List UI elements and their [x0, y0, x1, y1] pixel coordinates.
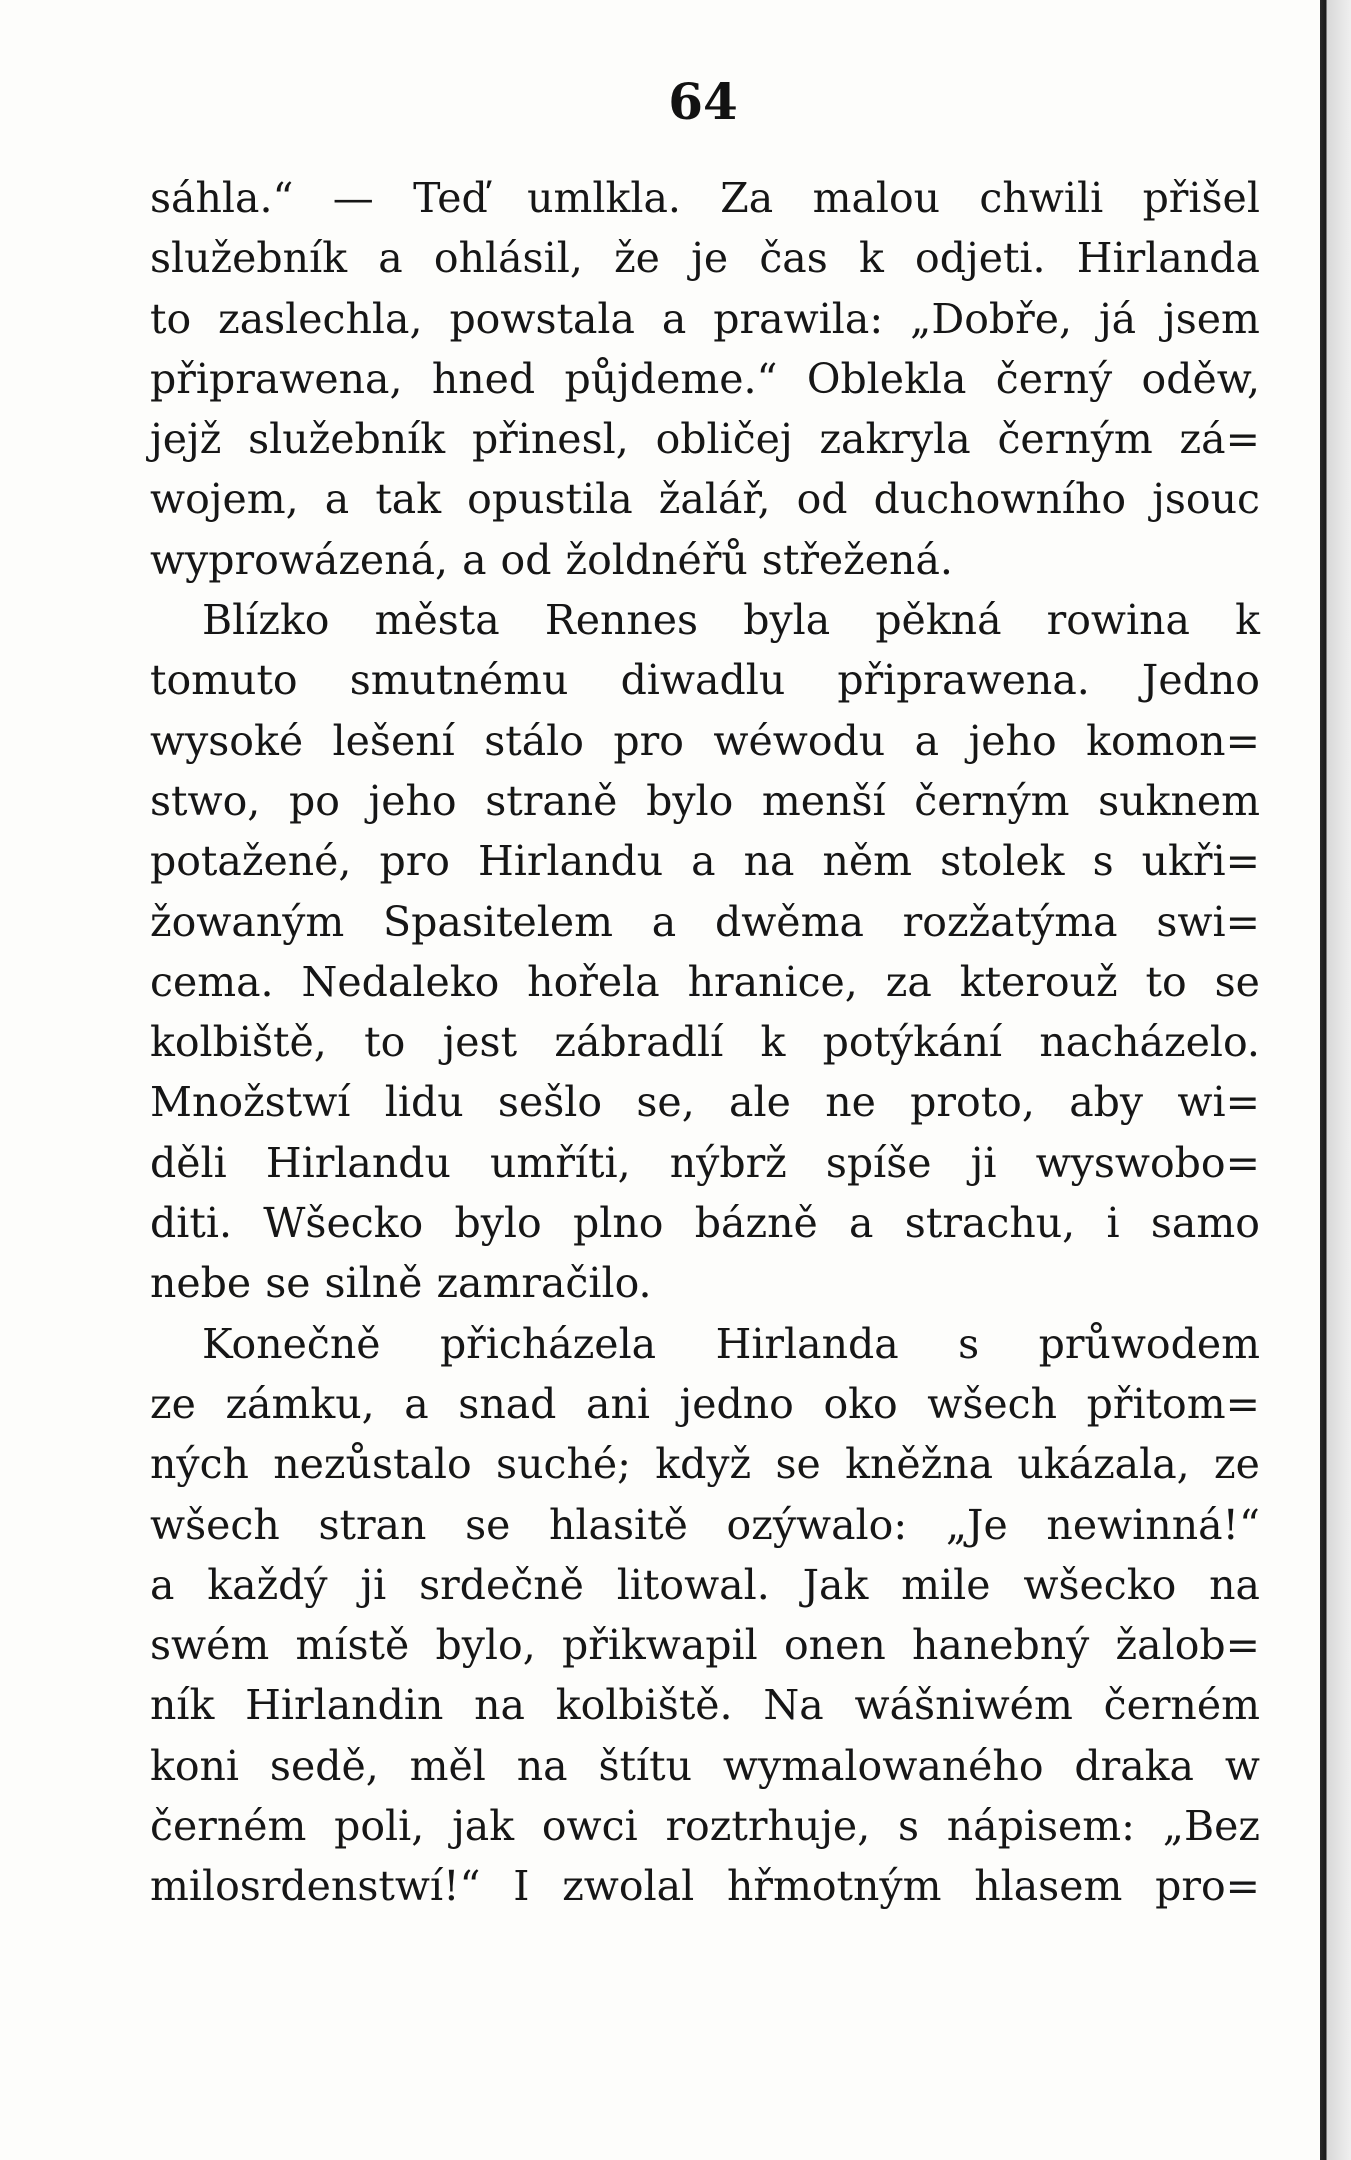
text-word: Jedno: [1141, 656, 1260, 705]
text-word: hranice,: [687, 957, 858, 1006]
text-word: roztrhuje,: [665, 1802, 871, 1851]
text-word: děli: [150, 1138, 227, 1187]
text-line: [150, 1253, 1260, 1313]
text-word: připrawena,: [150, 354, 403, 403]
text-word: „Dobře,: [910, 294, 1073, 343]
text-word: dwěma: [714, 897, 864, 946]
text-word: připrawena.: [837, 656, 1090, 705]
text-word: bázně: [694, 1199, 818, 1248]
text-word: zámku,: [225, 1379, 375, 1428]
text-word: powstala: [449, 294, 635, 343]
text-word: kolbiště.: [555, 1681, 733, 1730]
text-line: [150, 228, 1260, 288]
text-word: přikwapil: [561, 1621, 758, 1670]
text-word: stálo: [484, 716, 584, 765]
text-word: byla: [743, 596, 831, 645]
text-word: Hirlandin: [245, 1681, 444, 1730]
text-word: umříti,: [490, 1138, 631, 1187]
text-line: [150, 1495, 1260, 1555]
text-word: sedě,: [269, 1741, 379, 1790]
text-word: malou: [812, 174, 941, 222]
text-word: ohlásil,: [433, 234, 583, 283]
text-word: zaslechla,: [218, 294, 423, 343]
text-word: Wšecko: [263, 1199, 424, 1248]
text-word: přinesl,: [471, 415, 629, 464]
text-word: Hirlanda: [715, 1319, 899, 1368]
text-line: [150, 1434, 1260, 1494]
text-word: ník: [150, 1681, 215, 1730]
text-word: černém: [150, 1802, 307, 1851]
text-word: Blízko: [202, 596, 330, 645]
text-word: a: [691, 837, 716, 886]
text-word: jeho: [368, 776, 457, 825]
text-word: duchowního: [873, 475, 1127, 524]
text-word: litowal.: [616, 1560, 770, 1609]
text-word: wšech: [927, 1379, 1058, 1428]
text-word: jsouc: [1152, 475, 1260, 524]
text-line: [150, 1012, 1260, 1072]
text-word: jejž: [150, 415, 222, 464]
text-word: to: [1145, 957, 1187, 1006]
text-word: služebník: [248, 415, 446, 464]
text-word: wymalowaného: [722, 1741, 1044, 1790]
text-word: města: [374, 596, 500, 645]
text-word: ze: [150, 1379, 196, 1428]
text-word: obličej: [655, 415, 793, 464]
text-word: stolek: [940, 837, 1065, 886]
text-word: wšecko: [1023, 1560, 1177, 1609]
text-word: přitom=: [1086, 1379, 1260, 1428]
text-word: černým: [997, 415, 1153, 464]
text-word: sáhla.“: [150, 174, 294, 222]
text-line: [150, 650, 1260, 710]
text-word: se: [1214, 957, 1260, 1006]
text-word: ze: [1214, 1440, 1260, 1489]
text-word: a: [150, 1560, 175, 1609]
text-word: Hirlandu: [265, 1138, 451, 1187]
text-word: ukři=: [1141, 837, 1260, 886]
text-word: diti.: [150, 1199, 232, 1248]
text-word: samo: [1150, 1199, 1260, 1248]
text-line: [150, 892, 1260, 952]
text-word: wi=: [1177, 1078, 1260, 1127]
text-word: Oblekla: [806, 354, 967, 403]
text-word: tak: [375, 475, 442, 524]
text-word: na: [516, 1741, 568, 1790]
text-word: Konečně: [202, 1319, 381, 1368]
text-word: černý: [995, 354, 1113, 403]
text-word: wšech: [150, 1500, 280, 1549]
text-word: místě: [295, 1621, 410, 1670]
text-word: je: [691, 234, 729, 283]
text-word: wyprowázená,: [150, 535, 449, 584]
text-word: pro=: [1155, 1862, 1260, 1911]
text-word: nebe: [150, 1259, 252, 1308]
text-line: [150, 409, 1260, 469]
text-word: k: [1235, 596, 1260, 645]
text-word: opustila: [467, 475, 633, 524]
text-word: odjeti.: [915, 234, 1046, 283]
text-word: a: [661, 294, 687, 343]
text-word: wéwodu: [713, 716, 886, 765]
text-line: [150, 1133, 1260, 1193]
text-line: [150, 168, 1260, 228]
text-word: kterouž: [959, 957, 1118, 1006]
text-word: přicházela: [439, 1319, 657, 1368]
text-word: že: [614, 234, 660, 283]
text-word: a: [914, 716, 940, 765]
text-word: jak: [452, 1802, 515, 1851]
text-word: od: [500, 535, 552, 584]
text-word: onen: [784, 1621, 886, 1670]
text-word: něm: [822, 837, 913, 886]
text-word: se: [465, 1500, 511, 1549]
text-word: ani: [586, 1379, 650, 1428]
text-line: [150, 1675, 1260, 1735]
text-word: smutnému: [349, 656, 569, 705]
body-text: [150, 168, 1260, 1917]
text-word: koni: [150, 1741, 240, 1790]
text-word: oko: [823, 1379, 898, 1428]
text-word: strachu,: [904, 1199, 1076, 1248]
text-word: nápisem:: [946, 1802, 1135, 1851]
text-word: Jak: [802, 1560, 869, 1609]
text-line: [150, 711, 1260, 771]
text-word: já: [1098, 294, 1137, 343]
text-word: bylo: [646, 776, 734, 825]
text-word: jeho: [968, 716, 1057, 765]
text-line: [150, 590, 1260, 650]
text-word: wášniwém: [854, 1681, 1073, 1730]
text-word: prawila:: [713, 294, 884, 343]
text-word: —: [332, 174, 374, 222]
text-word: rowina: [1046, 596, 1190, 645]
text-word: od: [796, 475, 848, 524]
text-word: cema.: [150, 957, 274, 1006]
text-word: jsem: [1163, 294, 1260, 343]
text-line: [150, 1374, 1260, 1434]
text-word: se: [775, 1440, 821, 1489]
text-word: wojem,: [150, 475, 299, 524]
text-word: poli,: [334, 1802, 425, 1851]
text-line: [150, 1796, 1260, 1856]
text-word: s: [1092, 837, 1114, 886]
text-word: Teď: [413, 174, 488, 222]
text-word: tomuto: [150, 656, 298, 705]
text-word: hřmotným: [726, 1862, 942, 1911]
text-word: mile: [901, 1560, 991, 1609]
text-word: žowaným: [150, 897, 345, 946]
text-word: silně: [324, 1259, 423, 1308]
text-line: [150, 1736, 1260, 1796]
text-word: bylo: [454, 1199, 542, 1248]
text-word: stwo,: [150, 776, 261, 825]
text-word: umlkla.: [527, 174, 681, 222]
text-word: chwili: [979, 174, 1104, 222]
text-word: plno: [573, 1199, 664, 1248]
text-word: Spasitelem: [383, 897, 613, 946]
text-word: rozžatýma: [902, 897, 1118, 946]
text-word: a: [324, 475, 350, 524]
text-word: potažené,: [150, 837, 352, 886]
text-word: spíše: [825, 1138, 932, 1187]
text-word: swém: [150, 1621, 270, 1670]
text-word: Hirlandu: [478, 837, 664, 886]
text-word: aby: [1069, 1078, 1144, 1127]
text-word: kněžna: [845, 1440, 994, 1489]
text-word: na: [474, 1681, 525, 1730]
text-word: jedno: [679, 1379, 794, 1428]
text-line: [150, 289, 1260, 349]
text-word: komon=: [1086, 716, 1260, 765]
text-line: [150, 469, 1260, 529]
text-word: wyswobo=: [1035, 1138, 1260, 1187]
text-word: černém: [1103, 1681, 1260, 1730]
text-word: když: [655, 1440, 752, 1489]
text-word: milosrdenstwí!“: [150, 1862, 481, 1911]
text-word: přišel: [1142, 174, 1260, 222]
text-word: newinná!“: [1046, 1500, 1260, 1549]
text-word: zwolal: [562, 1862, 695, 1911]
text-word: wysoké: [150, 716, 304, 765]
text-word: nacházelo.: [1039, 1018, 1260, 1067]
text-line: [150, 1555, 1260, 1615]
text-word: „Je: [945, 1500, 1008, 1549]
text-word: služebník: [150, 234, 348, 283]
text-line: [150, 1193, 1260, 1253]
text-word: lešení: [332, 716, 455, 765]
text-word: za: [885, 957, 932, 1006]
text-word: swi=: [1156, 897, 1260, 946]
text-word: Množstwí: [150, 1078, 351, 1127]
text-line: [150, 1615, 1260, 1675]
text-word: k: [760, 1018, 786, 1067]
text-word: štítu: [598, 1741, 692, 1790]
text-word: snad: [458, 1379, 557, 1428]
text-word: stran: [318, 1500, 427, 1549]
text-word: se,: [636, 1078, 695, 1127]
text-word: lidu: [384, 1078, 464, 1127]
text-word: ných: [150, 1440, 249, 1489]
text-word: ji: [360, 1560, 387, 1609]
text-word: černým: [914, 776, 1070, 825]
text-word: a: [849, 1199, 874, 1248]
text-line: [150, 349, 1260, 409]
text-line: [150, 952, 1260, 1012]
text-line: [150, 1856, 1260, 1916]
text-line: [150, 1314, 1260, 1374]
page-edge-shadow: [1320, 0, 1351, 2160]
text-word: „Bez: [1162, 1802, 1260, 1851]
text-word: Nedaleko: [301, 957, 500, 1006]
text-word: ji: [970, 1138, 997, 1187]
text-word: potýkání: [822, 1018, 1003, 1067]
text-word: a: [462, 535, 487, 584]
text-word: jest: [442, 1018, 518, 1067]
text-word: nýbrž: [669, 1138, 787, 1187]
text-word: ale: [729, 1078, 791, 1127]
text-word: hlasem: [974, 1862, 1123, 1911]
text-word: pro: [379, 837, 450, 886]
text-word: žalob=: [1115, 1621, 1260, 1670]
text-word: zábradlí: [554, 1018, 724, 1067]
text-word: hořela: [527, 957, 660, 1006]
text-word: hlasitě: [549, 1500, 688, 1549]
text-word: žalář,: [658, 475, 771, 524]
text-word: k: [858, 234, 884, 283]
text-word: po: [288, 776, 340, 825]
text-word: suché;: [496, 1440, 631, 1489]
text-word: půjdeme.“: [564, 354, 778, 403]
text-word: i: [1106, 1199, 1120, 1248]
text-word: diwadlu: [620, 656, 786, 705]
text-word: ukázala,: [1017, 1440, 1190, 1489]
text-word: čas: [759, 234, 828, 283]
text-word: se: [265, 1259, 311, 1308]
text-word: I: [513, 1862, 530, 1911]
text-word: každý: [207, 1560, 328, 1609]
text-word: s: [897, 1802, 920, 1851]
text-line: [150, 831, 1260, 891]
page-number: 64: [668, 72, 738, 131]
text-word: zá=: [1179, 415, 1260, 464]
text-word: menší: [761, 776, 886, 825]
text-word: střežená.: [761, 535, 953, 584]
text-word: zakryla: [819, 415, 971, 464]
text-line: [150, 771, 1260, 831]
text-word: to: [150, 294, 192, 343]
text-word: nezůstalo: [273, 1440, 472, 1489]
text-word: a: [404, 1379, 429, 1428]
text-word: a: [651, 897, 677, 946]
text-word: zamračilo.: [436, 1259, 652, 1308]
text-word: draka: [1074, 1741, 1194, 1790]
text-word: kolbiště,: [150, 1018, 327, 1067]
text-word: Za: [720, 174, 774, 222]
text-word: bylo,: [435, 1621, 536, 1670]
text-word: měl: [409, 1741, 486, 1790]
text-word: straně: [485, 776, 618, 825]
text-word: žoldnéřů: [565, 535, 748, 584]
text-word: srdečně: [419, 1560, 584, 1609]
text-line: [150, 530, 1260, 590]
text-word: suknem: [1098, 776, 1260, 825]
text-word: pro: [613, 716, 684, 765]
text-word: Rennes: [544, 596, 699, 645]
text-word: na: [1209, 1560, 1260, 1609]
text-word: hned: [431, 354, 536, 403]
text-line: [150, 1072, 1260, 1132]
text-word: a: [378, 234, 403, 283]
text-word: s: [958, 1319, 980, 1368]
text-word: hanebný: [911, 1621, 1090, 1670]
text-word: ne: [825, 1078, 876, 1127]
text-word: Hirlanda: [1076, 234, 1260, 283]
text-word: průwodem: [1038, 1319, 1260, 1368]
text-word: na: [743, 837, 795, 886]
text-word: owci: [541, 1802, 638, 1851]
text-word: pěkná: [875, 596, 1002, 645]
text-word: ozýwalo:: [726, 1500, 908, 1549]
text-word: to: [364, 1018, 406, 1067]
text-word: oděw,: [1141, 354, 1260, 403]
text-word: sešlo: [497, 1078, 603, 1127]
text-word: proto,: [910, 1078, 1035, 1127]
text-word: w: [1224, 1741, 1260, 1790]
text-word: Na: [763, 1681, 824, 1730]
